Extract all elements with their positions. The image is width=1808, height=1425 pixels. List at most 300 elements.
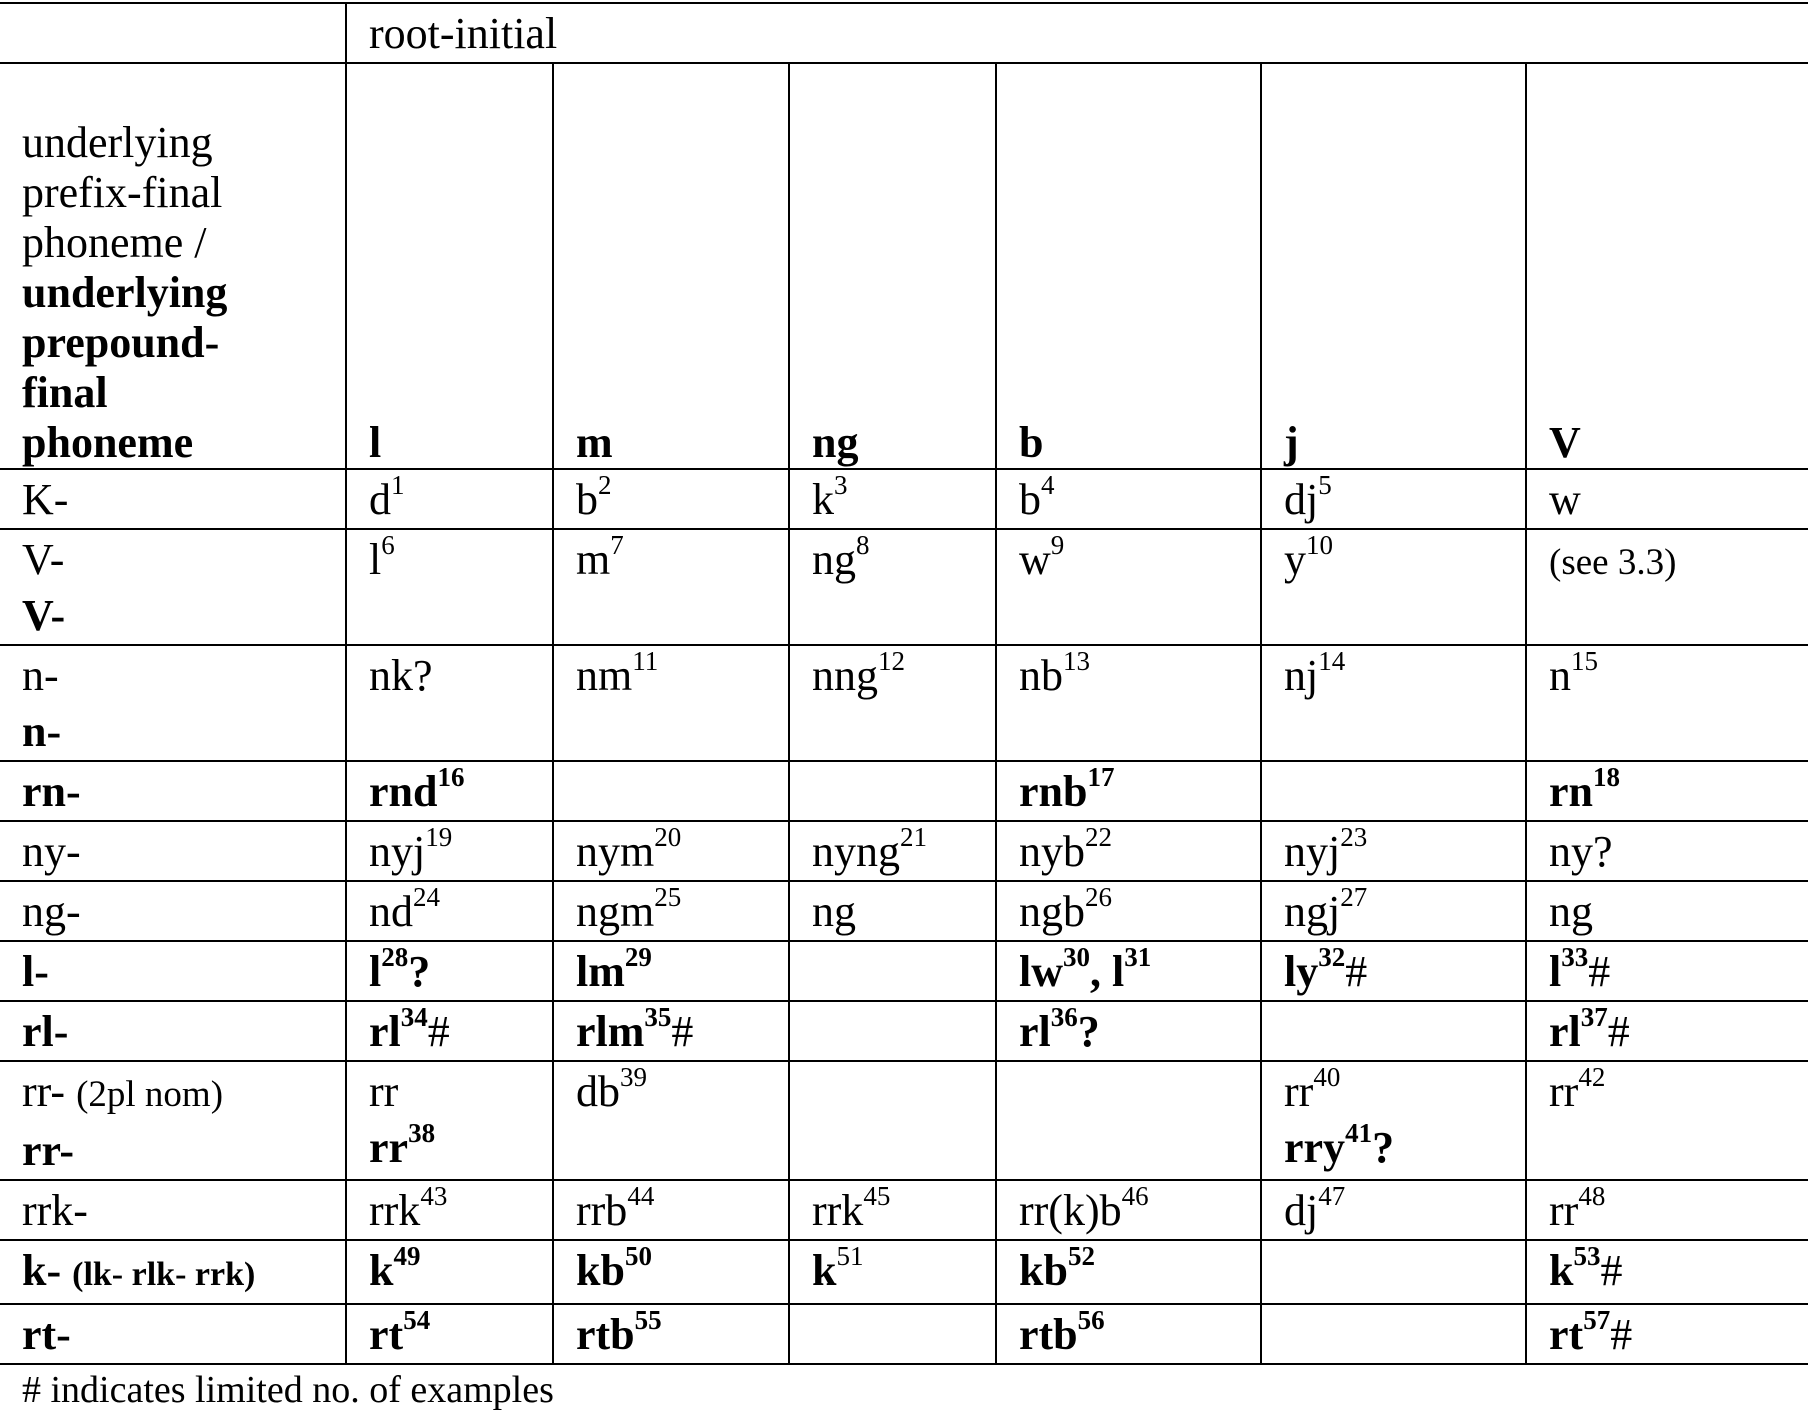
cell-line <box>576 884 788 940</box>
cell-line <box>812 648 995 704</box>
row-label <box>0 761 346 821</box>
cell-text: k <box>812 1246 837 1295</box>
cell-text: nm <box>576 651 633 700</box>
cell-text: rrk- <box>22 1186 88 1235</box>
cell-text: nb <box>1019 651 1063 700</box>
cell-text: rn- <box>22 767 81 816</box>
table-cell <box>553 1001 789 1061</box>
cell-text: (lk- rlk- rrk) <box>72 1256 256 1293</box>
cell-line <box>369 764 552 820</box>
cell-text: (see 3.3) <box>1549 542 1677 583</box>
cell-text: ny? <box>1549 827 1613 876</box>
row-label <box>0 1001 346 1061</box>
footnote-number: 24 <box>413 882 440 913</box>
table-cell <box>996 1001 1261 1061</box>
footnote-number: 17 <box>1087 762 1115 793</box>
cell-text: ng <box>1549 887 1593 936</box>
table-cell <box>789 469 996 529</box>
table-cell <box>1526 1180 1808 1240</box>
column-header: l <box>346 63 553 469</box>
cell-line <box>22 1307 345 1363</box>
cell-line <box>576 1064 788 1120</box>
cell-text: rr <box>1549 1186 1579 1235</box>
cell-text: dj <box>1284 475 1319 524</box>
footnote-number: 19 <box>425 822 453 853</box>
cell-text: y <box>1284 535 1306 584</box>
row-label <box>0 941 346 1001</box>
cell-line <box>812 1243 995 1299</box>
cell-text: ng- <box>22 887 81 936</box>
cell-text: rn <box>1549 767 1593 816</box>
cell-text: nk? <box>369 651 433 700</box>
cell-text: # <box>1345 947 1368 996</box>
table-row <box>0 469 1808 529</box>
table-row <box>0 821 1808 881</box>
cell-line <box>812 824 995 880</box>
footnote-number: 4 <box>1041 470 1055 501</box>
cell-line <box>1019 764 1260 820</box>
table-cell <box>346 529 553 645</box>
cell-text: ngj <box>1284 887 1341 936</box>
cell-line <box>1549 1064 1808 1120</box>
cell-text: rtb <box>1019 1310 1078 1359</box>
row-label <box>0 1061 346 1180</box>
phoneme-table <box>0 2 1808 1365</box>
footnote-number: 18 <box>1593 762 1620 793</box>
footnote-number: 13 <box>1063 646 1090 677</box>
cell-line <box>369 1307 552 1363</box>
cell-text: nd <box>369 887 413 936</box>
table-cell <box>996 1304 1261 1364</box>
cell-text: w <box>1549 475 1581 524</box>
table-row <box>0 1001 1808 1061</box>
cell-text: ng <box>812 887 856 936</box>
table-cell <box>553 645 789 761</box>
cell-line <box>369 1243 552 1299</box>
cell-line <box>1019 1183 1260 1239</box>
cell-text: k <box>369 1246 394 1295</box>
cell-text: rlm <box>576 1007 645 1056</box>
cell-line <box>22 884 345 940</box>
cell-line <box>22 944 345 1000</box>
footnote-number: 35 <box>644 1002 672 1033</box>
cell-text: ? <box>1077 1007 1100 1056</box>
table-cell <box>1526 1001 1808 1061</box>
table-cell <box>1526 761 1808 821</box>
table-cell <box>789 881 996 941</box>
cell-text: rr(k)b <box>1019 1186 1122 1235</box>
footnote-number: 37 <box>1580 1002 1608 1033</box>
cell-text: # <box>1607 1007 1630 1056</box>
table-cell <box>553 469 789 529</box>
footnote-number: 30 <box>1063 942 1090 973</box>
table-row <box>0 1180 1808 1240</box>
cell-line <box>369 824 552 880</box>
table-cell <box>1261 469 1526 529</box>
table-cell <box>1261 881 1526 941</box>
cell-text: lm <box>576 947 625 996</box>
footnote-number: 54 <box>403 1305 431 1336</box>
table-cell <box>1261 821 1526 881</box>
table-cell <box>789 761 996 821</box>
cell-text: rry <box>1284 1123 1346 1172</box>
cell-text: l <box>369 947 382 996</box>
footnote-number: 48 <box>1578 1181 1606 1212</box>
table-cell <box>789 1001 996 1061</box>
cell-text: lw <box>1019 947 1063 996</box>
cell-line <box>22 704 345 760</box>
table-cell <box>1261 941 1526 1001</box>
table-cell <box>1526 881 1808 941</box>
table-row <box>0 881 1808 941</box>
table-cell <box>1261 1304 1526 1364</box>
header-row-columns <box>0 63 1808 469</box>
footnote-number: 27 <box>1340 882 1368 913</box>
footnote-number: 2 <box>598 470 612 501</box>
table-cell <box>789 941 996 1001</box>
table-cell <box>1526 1304 1808 1364</box>
row-label <box>0 469 346 529</box>
table-cell <box>1261 1061 1526 1180</box>
root-initial-heading: root-initial <box>346 3 1808 63</box>
corner-heading <box>0 63 346 469</box>
cell-text: n <box>1549 651 1571 700</box>
cell-text: dj <box>1284 1186 1319 1235</box>
cell-line <box>576 1243 788 1299</box>
footnote-number: 52 <box>1067 1241 1095 1272</box>
corner-heading-line: phoneme / <box>22 218 207 267</box>
cell-line <box>1019 884 1260 940</box>
table-cell <box>346 469 553 529</box>
table-cell <box>1526 1061 1808 1180</box>
column-header: V <box>1526 63 1808 469</box>
cell-text: l <box>1549 947 1562 996</box>
table-cell <box>996 469 1261 529</box>
cell-text: rt- <box>22 1310 71 1359</box>
cell-text: kb <box>576 1246 625 1295</box>
cell-text: rt <box>1549 1310 1584 1359</box>
cell-line <box>22 764 345 820</box>
corner-heading-line: prefix-final <box>22 168 223 217</box>
cell-text: rrb <box>576 1186 628 1235</box>
footnote-number: 16 <box>437 762 465 793</box>
cell-text: b <box>1019 475 1041 524</box>
column-header: b <box>996 63 1261 469</box>
cell-text: rt <box>369 1310 404 1359</box>
table-cell <box>553 1240 789 1304</box>
cell-line <box>22 1183 345 1239</box>
cell-text: ? <box>408 947 431 996</box>
cell-line <box>1549 824 1808 880</box>
row-label <box>0 1304 346 1364</box>
table-cell <box>1526 941 1808 1001</box>
cell-text: V- <box>22 591 66 640</box>
cell-text: V- <box>22 535 65 584</box>
table-cell <box>1261 1240 1526 1304</box>
footnote-number: 10 <box>1306 530 1333 561</box>
footnote-number: 23 <box>1340 822 1368 853</box>
cell-line <box>576 648 788 704</box>
cell-text: k <box>1549 1246 1574 1295</box>
footnote-number: 1 <box>391 470 405 501</box>
table-cell <box>996 761 1261 821</box>
cell-text: (2pl nom) <box>76 1074 224 1115</box>
cell-line <box>22 472 345 528</box>
cell-line <box>1019 824 1260 880</box>
table-cell <box>1526 1240 1808 1304</box>
column-header: ng <box>789 63 996 469</box>
table-cell <box>346 821 553 881</box>
footnote-number: 40 <box>1313 1062 1341 1093</box>
table-cell <box>1526 469 1808 529</box>
cell-text: ly <box>1284 947 1319 996</box>
cell-line <box>1284 472 1525 528</box>
cell-line <box>1019 1004 1260 1060</box>
row-label <box>0 821 346 881</box>
cell-line <box>22 648 345 704</box>
table-cell <box>1261 645 1526 761</box>
table-cell <box>996 1061 1261 1180</box>
header-empty-corner <box>0 3 346 63</box>
cell-line <box>1284 1183 1525 1239</box>
corner-heading-line: final <box>22 368 108 417</box>
cell-line <box>369 1004 552 1060</box>
cell-line <box>369 1183 552 1239</box>
table-cell <box>553 1061 789 1180</box>
table-row <box>0 941 1808 1001</box>
cell-line <box>812 884 995 940</box>
cell-text: nym <box>576 827 655 876</box>
footnote-number: 51 <box>836 1241 864 1272</box>
footnote-number: 38 <box>408 1118 436 1149</box>
table-row <box>0 1061 1808 1180</box>
cell-text: n- <box>22 707 62 756</box>
cell-text: m <box>576 535 611 584</box>
cell-line <box>1549 1004 1808 1060</box>
table-cell <box>553 821 789 881</box>
cell-text: d <box>369 475 391 524</box>
cell-line <box>369 944 552 1000</box>
footnote-number: 22 <box>1085 822 1112 853</box>
cell-line <box>576 1004 788 1060</box>
table-cell <box>789 529 996 645</box>
table-cell <box>553 761 789 821</box>
cell-line <box>369 532 552 588</box>
cell-text: K- <box>22 475 69 524</box>
cell-line <box>576 532 788 588</box>
table-cell <box>553 529 789 645</box>
header-row-top <box>0 3 1808 63</box>
cell-text: , l <box>1090 947 1125 996</box>
corner-heading-line: underlying <box>22 268 228 317</box>
table-row <box>0 1304 1808 1364</box>
table-cell <box>346 1240 553 1304</box>
cell-line <box>1019 648 1260 704</box>
table-cell <box>789 821 996 881</box>
footnote-number: 42 <box>1578 1062 1606 1093</box>
cell-line <box>1284 944 1525 1000</box>
footnote-number: 5 <box>1318 470 1332 501</box>
footnote-number: 26 <box>1085 882 1112 913</box>
table-cell <box>346 881 553 941</box>
footnote-number: 9 <box>1050 530 1065 561</box>
corner-heading-line: underlying <box>22 118 213 167</box>
cell-line <box>812 532 995 588</box>
row-label <box>0 1180 346 1240</box>
cell-text: nng <box>812 651 878 700</box>
cell-text: kb <box>1019 1246 1068 1295</box>
cell-text: ng <box>812 535 856 584</box>
footnote-number: 32 <box>1318 942 1346 973</box>
cell-text: rrk <box>812 1186 864 1235</box>
table-cell <box>346 1061 553 1180</box>
cell-line <box>1549 532 1808 591</box>
table-cell <box>996 529 1261 645</box>
cell-text: rr <box>1549 1067 1579 1116</box>
cell-line <box>22 824 345 880</box>
cell-text: n- <box>22 651 59 700</box>
cell-line <box>576 1307 788 1363</box>
cell-line <box>576 824 788 880</box>
cell-text: k <box>812 475 834 524</box>
cell-line <box>812 472 995 528</box>
cell-line <box>1019 472 1260 528</box>
cell-line <box>1549 1307 1808 1363</box>
cell-line <box>1549 1243 1808 1299</box>
footnote-number: 41 <box>1345 1118 1373 1149</box>
cell-line <box>1549 1183 1808 1239</box>
cell-line <box>1549 944 1808 1000</box>
cell-line <box>369 648 552 704</box>
cell-text: rr- <box>22 1067 77 1116</box>
footnote-number: 12 <box>878 646 905 677</box>
cell-line <box>22 588 345 644</box>
cell-line <box>1284 1064 1525 1120</box>
cell-line <box>1549 764 1808 820</box>
cell-line <box>1284 884 1525 940</box>
cell-text: ngb <box>1019 887 1085 936</box>
table-cell <box>996 1180 1261 1240</box>
cell-line <box>1284 1120 1525 1176</box>
cell-text: rr <box>369 1067 399 1116</box>
cell-line <box>1284 532 1525 588</box>
cell-text: b <box>576 475 598 524</box>
table-cell <box>1261 1180 1526 1240</box>
cell-text: rl <box>369 1007 401 1056</box>
footnote-number: 49 <box>393 1241 421 1272</box>
footnote-number: 15 <box>1571 646 1598 677</box>
footnote-number: 34 <box>400 1002 428 1033</box>
table-cell <box>346 1304 553 1364</box>
cell-line <box>1549 472 1808 528</box>
footnote-number: 39 <box>620 1062 647 1093</box>
footnote-number: 29 <box>624 942 652 973</box>
table-cell <box>996 645 1261 761</box>
cell-text: w <box>1019 535 1051 584</box>
footnote-number: 55 <box>634 1305 662 1336</box>
row-label <box>0 881 346 941</box>
cell-text: ny- <box>22 827 81 876</box>
footnote-number: 25 <box>654 882 682 913</box>
table-cell <box>789 1180 996 1240</box>
footnote-number: 47 <box>1318 1181 1346 1212</box>
footnote: # indicates limited no. of examples <box>22 1369 554 1411</box>
cell-text: # <box>671 1007 694 1056</box>
cell-line <box>576 944 788 1000</box>
table-row <box>0 761 1808 821</box>
cell-text: nyng <box>812 827 900 876</box>
cell-line <box>22 1064 345 1123</box>
cell-line <box>812 1183 995 1239</box>
table-cell <box>1526 821 1808 881</box>
table-cell <box>346 645 553 761</box>
cell-text: rr <box>369 1123 409 1172</box>
table-row <box>0 529 1808 645</box>
table-cell <box>1261 761 1526 821</box>
cell-line <box>22 1123 345 1179</box>
cell-line <box>369 1120 552 1176</box>
cell-text: rnb <box>1019 767 1088 816</box>
cell-text: rr- <box>22 1126 75 1175</box>
cell-line <box>1284 824 1525 880</box>
cell-text: nyb <box>1019 827 1085 876</box>
corner-heading-line: phoneme <box>22 418 194 467</box>
table-row <box>0 645 1808 761</box>
footnote-number: 11 <box>632 646 659 677</box>
row-label <box>0 645 346 761</box>
table-cell <box>553 881 789 941</box>
footnote-number: 56 <box>1077 1305 1105 1336</box>
corner-heading-line: prepound- <box>22 318 220 367</box>
cell-text: # <box>427 1007 450 1056</box>
cell-line <box>1549 884 1808 940</box>
footnote-number: 43 <box>420 1181 448 1212</box>
cell-text: rnd <box>369 767 438 816</box>
cell-line <box>1019 944 1260 1000</box>
footnote-number: 3 <box>834 470 848 501</box>
table-cell <box>789 645 996 761</box>
cell-text: rrk <box>369 1186 421 1235</box>
cell-text: rr <box>1284 1067 1314 1116</box>
table-cell <box>996 941 1261 1001</box>
row-label <box>0 1240 346 1304</box>
cell-text: ngm <box>576 887 655 936</box>
table-cell <box>346 1001 553 1061</box>
table-cell <box>553 941 789 1001</box>
cell-text: # <box>1610 1310 1633 1359</box>
footnote-number: 33 <box>1561 942 1589 973</box>
footnote-number: 46 <box>1121 1181 1149 1212</box>
table-cell <box>1261 529 1526 645</box>
cell-text: ? <box>1372 1123 1395 1172</box>
cell-text: nyj <box>369 827 426 876</box>
cell-line <box>369 1064 552 1120</box>
cell-line <box>369 884 552 940</box>
column-header: m <box>553 63 789 469</box>
footnote-number: 53 <box>1573 1241 1601 1272</box>
cell-text: db <box>576 1067 620 1116</box>
cell-text: # <box>1588 947 1611 996</box>
cell-text: nyj <box>1284 827 1341 876</box>
column-header: j <box>1261 63 1526 469</box>
cell-text: l <box>369 535 382 584</box>
cell-text: rl <box>1549 1007 1581 1056</box>
footnote-number: 14 <box>1318 646 1346 677</box>
cell-line <box>369 472 552 528</box>
footnote-number: 28 <box>381 942 409 973</box>
cell-line <box>576 1183 788 1239</box>
footnote-number: 57 <box>1583 1305 1611 1336</box>
